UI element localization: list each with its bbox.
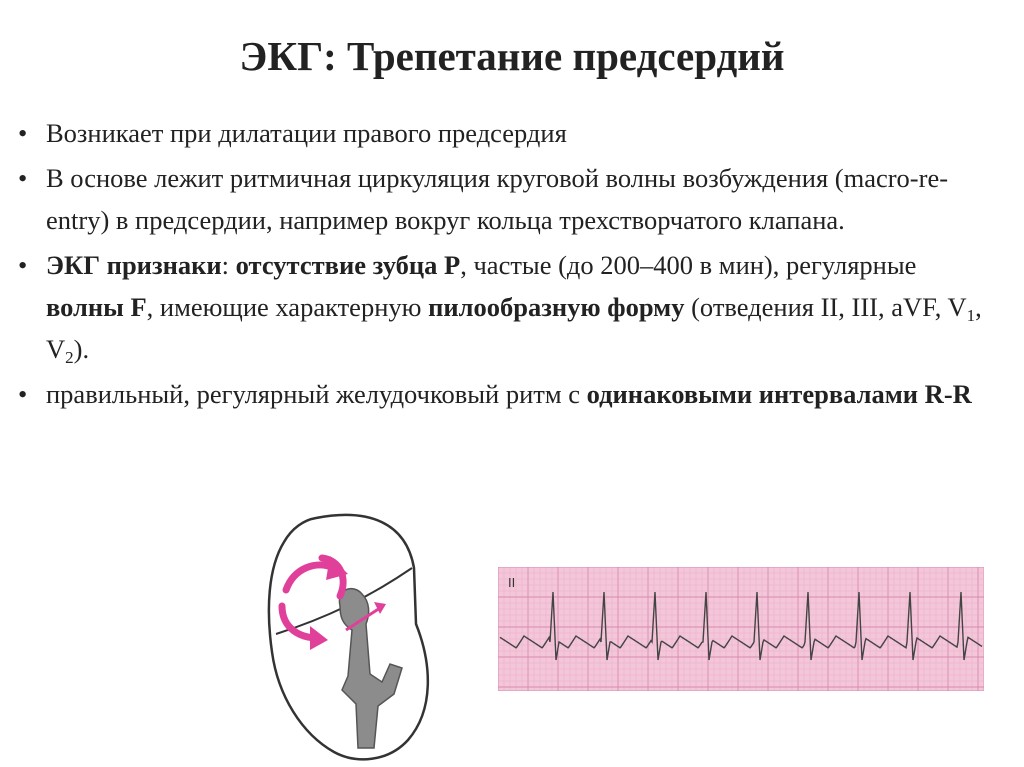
bullet-marker: • <box>18 379 28 409</box>
subscript: 1 <box>966 306 976 325</box>
text-fragment: правильный, регулярный желудочковый ритм с <box>46 379 587 409</box>
slide-title: ЭКГ: Трепетание предсердий <box>239 33 785 79</box>
bullet-marker: • <box>18 118 28 148</box>
sawtooth-text: пилообразную форму <box>428 292 685 322</box>
bullet-marker: • <box>18 163 28 193</box>
text-fragment: , частые (до 200–400 в мин), регулярные <box>460 250 917 280</box>
rr-intervals-text: одинаковыми интервалами R-R <box>586 379 972 409</box>
ecg-signs-label: ЭКГ признаки <box>46 250 222 280</box>
f-waves-text: волны F <box>46 292 147 322</box>
bullet-item-2 <box>10 157 1000 241</box>
heart-outline <box>269 515 428 759</box>
text-fragment: , имеющие характерную <box>146 292 429 322</box>
bullet-text: В основе лежит ритмичная циркуляция круговой волны возбуждения (macro-re-entry) в предсердии, например вокруг кольца трехстворчатого клапана. <box>46 163 949 235</box>
bullet-list <box>10 112 1000 418</box>
bullet-item-4 <box>10 373 1000 415</box>
text-fragment: (отведения II, III, aVF, V <box>684 292 967 322</box>
bullet-item-3 <box>10 244 1000 370</box>
text-fragment: ). <box>73 334 90 364</box>
bullet-text: Возникает при дилатации правого предсердия <box>46 118 567 148</box>
bullet-marker: • <box>18 250 28 280</box>
bullet-item-1 <box>10 112 1000 154</box>
text-fragment: : <box>221 250 236 280</box>
text-fragment: , V <box>46 292 982 364</box>
no-p-wave-text: отсутствие зубца Р <box>235 250 461 280</box>
subscript: 2 <box>65 348 74 367</box>
heart-reentry-diagram <box>256 506 456 766</box>
ecg-strip <box>498 567 984 691</box>
ecg-lead-label: II <box>508 575 516 590</box>
